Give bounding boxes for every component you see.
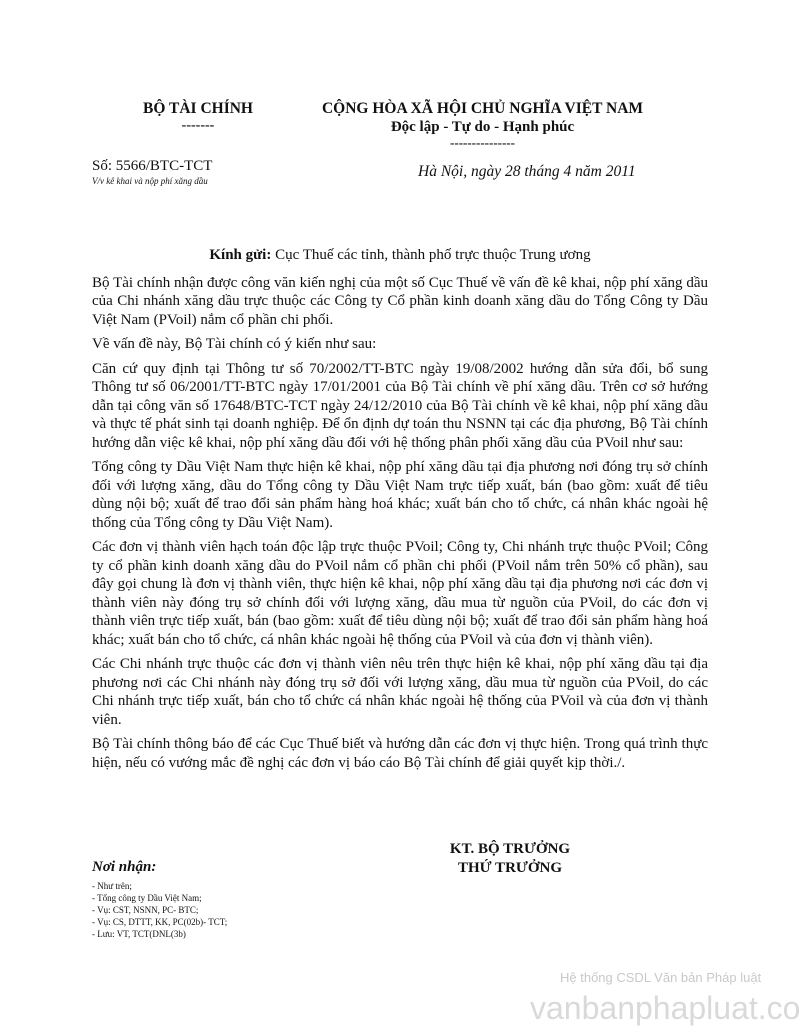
issuer-name: BỘ TÀI CHÍNH	[143, 100, 253, 117]
paragraph: Bộ Tài chính thông báo để các Cục Thuế biết và hướng dẫn các đơn vị thực hiện. Trong quá trình thực hiện, nếu có vướng mắc đề nghị các đơn vị báo cáo Bộ Tài chính để giải quyết kịp thời./.	[92, 736, 708, 771]
nation-name: CỘNG HÒA XÃ HỘI CHỦ NGHĨA VIỆT NAM	[321, 100, 644, 117]
recipient-text: Cục Thuế các tỉnh, thành phố trực thuộc Trung ương	[271, 247, 591, 263]
watermark-site: vanbanphapluat.co	[530, 990, 800, 1026]
issuer-separator: -------	[181, 118, 215, 133]
recipients-heading: Nơi nhận:	[92, 859, 157, 875]
signature-block	[420, 840, 600, 878]
recipients-list	[92, 880, 227, 940]
document-subject: V/v kê khai và nộp phí xăng dầu	[92, 176, 208, 186]
recipient-item: - Vụ: CS, DTTT, KK, PC(02b)- TCT;	[92, 917, 228, 927]
signature-title: KT. BỘ TRƯỞNG	[449, 841, 571, 857]
motto: Độc lập - Tự do - Hạnh phúc	[390, 119, 575, 135]
paragraph: Căn cứ quy định tại Thông tư số 70/2002/TT-BTC ngày 19/08/2002 hướng dẫn sửa đổi, bổ sung Thông tư số 06/2001/TT-BTC ngày 17/01/2001 của Bộ Tài chính về phí xăng dầu. Trên cơ sở hướng dẫn tại công văn số 17648/BTC-TCT ngày 24/12/2010 của Bộ Tài chính về kê khai, nộp phí xăng dầu và thực tế phát sinh tại doanh nghiệp. Để ổn định dự toán thu NSNN tại các địa phương, Bộ Tài chính hướng dẫn việc kê khai, nộp phí xăng dầu đối với hệ thống phân phối xăng dầu của PVoil như sau:	[92, 360, 708, 451]
issuer-block	[118, 100, 278, 134]
motto-separator: ---------------	[450, 135, 515, 150]
recipient-item: - Như trên;	[92, 881, 132, 891]
signature-subtitle: THỨ TRƯỞNG	[457, 860, 563, 876]
paragraph: Tổng công ty Dầu Việt Nam thực hiện kê khai, nộp phí xăng dầu tại địa phương nơi đóng trụ sở chính đối với lượng xăng, dầu do Tổng công ty Dầu Việt Nam trực tiếp xuất, bán (bao gồm: xuất để tiêu dùng nội bộ; xuất để trao đổi sản phẩm hàng hoá khác; xuất bán cho tổ chức, cá nhân khác ngoài hệ thống của Tổng công ty Dầu Việt Nam).	[92, 459, 708, 531]
national-heading	[300, 100, 665, 149]
paragraph: Về vấn đề này, Bộ Tài chính có ý kiến như sau:	[92, 336, 377, 352]
recipient-line	[92, 246, 708, 265]
recipient-item: - Vụ: CST, NSNN, PC- BTC;	[92, 905, 199, 915]
paragraph: Các đơn vị thành viên hạch toán độc lập trực thuộc PVoil; Công ty, Chi nhánh trực thuộc PVoil; Công ty cổ phần kinh doanh xăng dầu do PVoil nắm cổ phần chi phối (PVoil nắm trên 50% cổ phần), sau đây gọi chung là đơn vị thành viên, thực hiện kê khai, nộp phí xăng dầu tại địa phương nơi các đơn vị thành viên này đóng trụ sở chính đối với lượng xăng, dầu mua từ nguồn của PVoil, do các đơn vị thành viên trực tiếp xuất, bán (bao gồm: xuất để tiêu dùng nội bộ; xuất để trao đổi sản phẩm hàng hoá khác; xuất bán cho tổ chức, cá nhân khác ngoài hệ thống của PVoil và của đơn vị thành viên).	[92, 539, 708, 648]
paragraph: Bộ Tài chính nhận được công văn kiến nghị của một số Cục Thuế về vấn đề kê khai, nộp phí xăng dầu của Chi nhánh xăng dầu trực thuộc các Công ty Cổ phần kinh doanh xăng dầu do Tổng Công ty Dầu Việt Nam (PVoil) nắm cổ phần chi phối.	[92, 274, 708, 328]
watermark-caption: Hệ thống CSDL Văn bản Pháp luật	[560, 970, 762, 985]
recipient-label: Kính gửi:	[209, 247, 272, 263]
document-body	[92, 246, 708, 778]
document-date: Hà Nội, ngày 28 tháng 4 năm 2011	[418, 163, 636, 180]
recipient-item: - Lưu: VT, TCT(DNL(3b)	[92, 929, 186, 939]
document-number: Số: 5566/BTC-TCT	[92, 158, 213, 174]
recipient-item: - Tổng công ty Dầu Việt Nam;	[92, 893, 202, 903]
paragraph: Các Chi nhánh trực thuộc các đơn vị thành viên nêu trên thực hiện kê khai, nộp phí xăng dầu tại địa phương nơi các Chi nhánh này đóng trụ sở đối với lượng xăng, dầu mua từ nguồn của PVoil, do các Chi nhánh trực tiếp xuất, bán cho tổ chức cá nhân khác ngoài hệ thống của PVoil và của đơn vị thành viên.	[92, 656, 708, 728]
